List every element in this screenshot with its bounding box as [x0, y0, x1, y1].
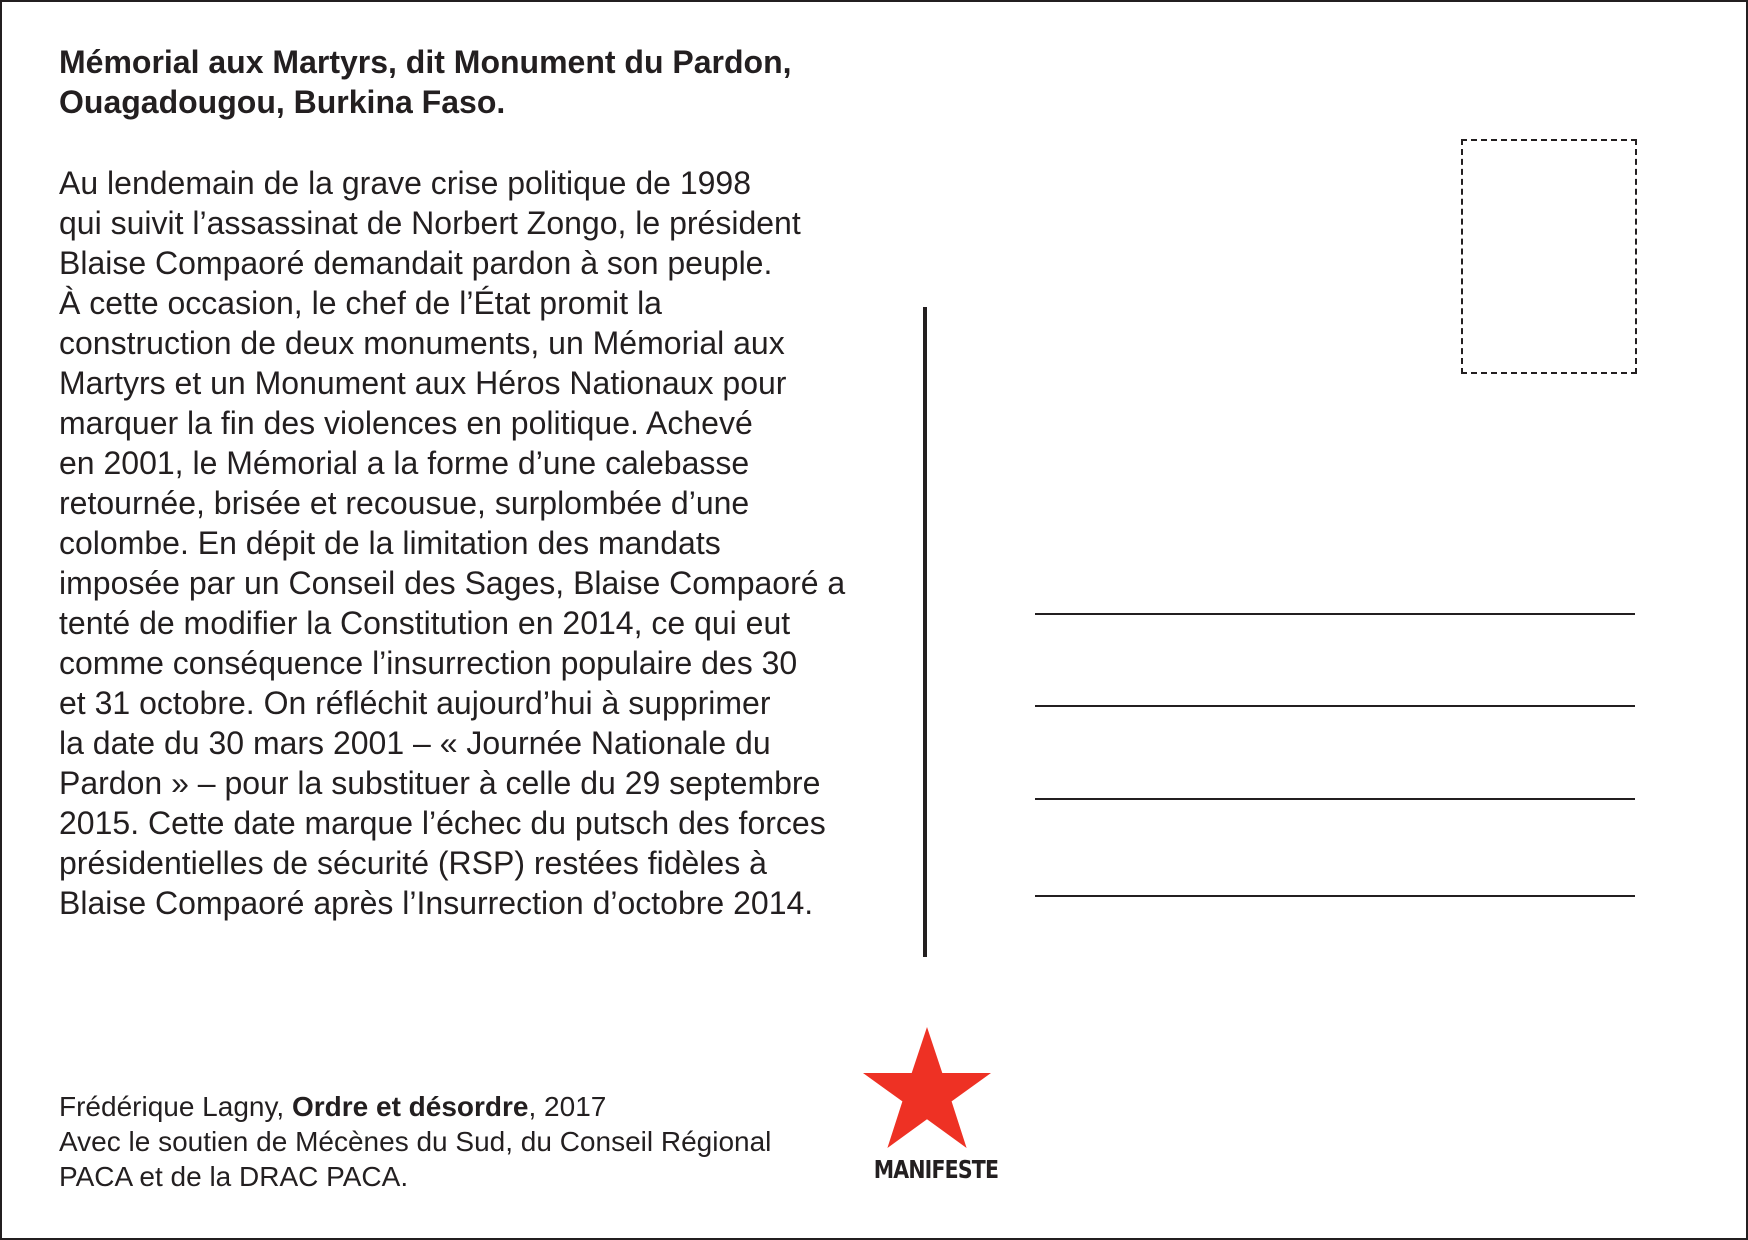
vertical-divider — [923, 307, 927, 957]
body-line: imposée par un Conseil des Sages, Blaise Compaoré a — [59, 565, 846, 601]
credits — [59, 1089, 859, 1194]
credits-work-title: Ordre et désordre — [291, 1091, 529, 1122]
body-line: retournée, brisée et recousue, surplombée d’une — [59, 485, 750, 521]
body-line: présidentielles de sécurité (RSP) restées fidèles à — [59, 845, 767, 881]
body-line: la date du 30 mars 2001 – « Journée Nationale du — [59, 725, 771, 761]
address-line — [1035, 613, 1635, 615]
body-line: Blaise Compaoré demandait pardon à son peuple. — [59, 245, 773, 281]
body-line: Martyrs et un Monument aux Héros Nationaux pour — [59, 365, 787, 401]
body-line: et 31 octobre. On réfléchit aujourd’hui à supprimer — [59, 685, 771, 721]
body-line: comme conséquence l’insurrection populaire des 30 — [59, 645, 798, 681]
caption-title-line: Ouagadougou, Burkina Faso. — [59, 84, 506, 120]
body-line: marquer la fin des violences en politique. Achevé — [59, 405, 753, 441]
body-line: tenté de modifier la Constitution en 2014, ce qui eut — [59, 605, 791, 641]
body-line: qui suivit l’assassinat de Norbert Zongo, le président — [59, 205, 801, 241]
body-line: 2015. Cette date marque l’échec du putsch des forces — [59, 805, 826, 841]
red-star-icon — [862, 1027, 992, 1152]
stamp-box — [1461, 139, 1637, 374]
body-line: Blaise Compaoré après l’Insurrection d’octobre 2014. — [59, 885, 814, 921]
body-line: colombe. En dépit de la limitation des mandats — [59, 525, 721, 561]
caption-title-line: Mémorial aux Martyrs, dit Monument du Pardon, — [59, 44, 792, 80]
body-line: en 2001, le Mémorial a la forme d’une calebasse — [59, 445, 750, 481]
address-line — [1035, 705, 1635, 707]
credits-support-line: PACA et de la DRAC PACA. — [59, 1161, 409, 1192]
logo-wordmark: MANIFESTE — [873, 1155, 999, 1184]
caption-body — [59, 163, 899, 923]
credits-author: Frédérique Lagny, — [59, 1091, 292, 1122]
address-line — [1035, 798, 1635, 800]
body-line: construction de deux monuments, un Mémorial aux — [59, 325, 785, 361]
body-line: Au lendemain de la grave crise politique de 1998 — [59, 165, 752, 201]
credits-author-line — [59, 1089, 859, 1124]
address-line — [1035, 895, 1635, 897]
credits-support-line: Avec le soutien de Mécènes du Sud, du Conseil Régional — [59, 1126, 772, 1157]
body-line: À cette occasion, le chef de l’État promit la — [59, 285, 662, 321]
caption-title — [59, 42, 889, 122]
body-line: Pardon » – pour la substituer à celle du 29 septembre — [59, 765, 821, 801]
credits-year: , 2017 — [528, 1091, 607, 1122]
manifeste-logo — [862, 1027, 999, 1192]
